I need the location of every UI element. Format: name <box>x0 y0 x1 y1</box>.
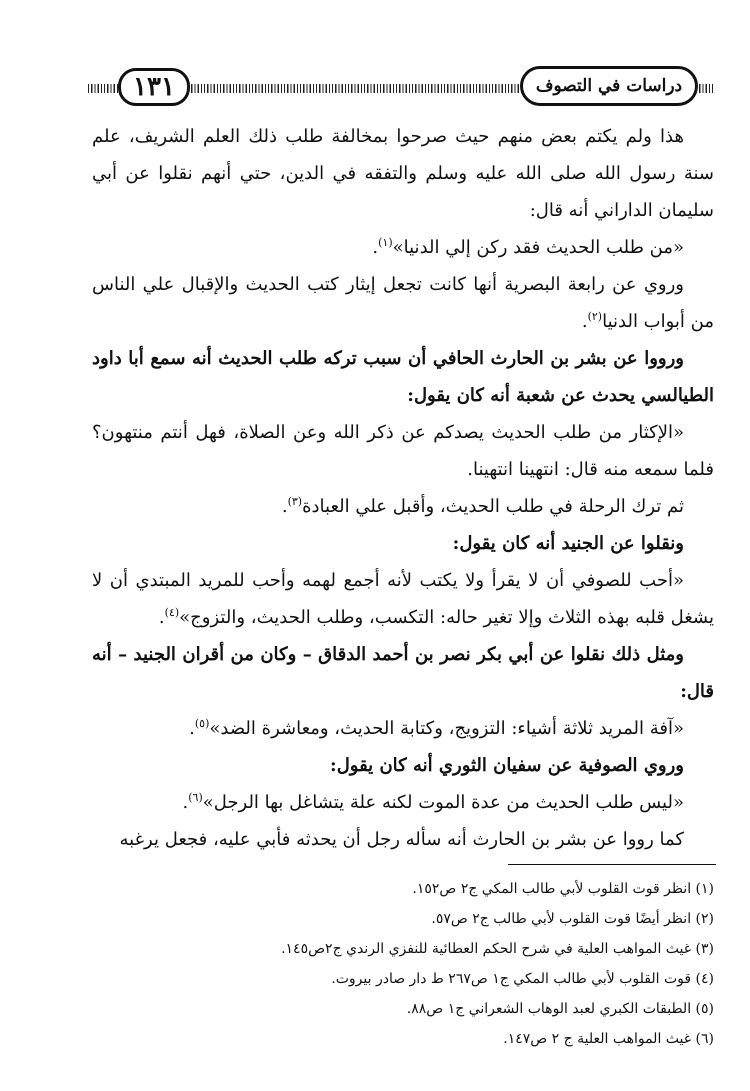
footnote-ref: (٦) <box>188 791 203 804</box>
footnote-ref: (٣) <box>287 495 303 508</box>
running-title <box>520 66 698 106</box>
paragraph-2 <box>92 229 714 266</box>
paragraph-12 <box>92 784 714 821</box>
page-number-text: ١٣١ <box>133 72 175 102</box>
footnote-5: (٥) الطبقات الكبري لعبد الوهاب الشعراني ج١ ص٨٨. <box>406 1001 714 1017</box>
paragraph-6 <box>92 488 714 525</box>
footnote-ref: (٢) <box>587 310 603 323</box>
header-ornament-middle <box>188 84 523 93</box>
paragraph-8 <box>92 562 714 636</box>
paragraph-13: كما رووا عن بشر بن الحارث أنه سأله رجل أن يحدثه فأبي عليه، فجعل يرغبه <box>119 829 684 850</box>
paragraph-7: ونقلوا عن الجنيد أنه كان يقول: <box>452 533 684 554</box>
footnote-3: (٣) غيث المواهب العلية في شرح الحكم العطائية للنفزي الرندي ج٢ص١٤٥. <box>281 941 714 957</box>
footnote-ref: (١) <box>378 236 393 249</box>
punctuation: . <box>189 718 195 739</box>
paragraph-4: ورووا عن بشر بن الحارث الحافي أن سبب تركه طلب الحديث أنه سمع أبا داود الطيالسي يحدث عن شعبة أنه كان يقول: <box>92 348 714 406</box>
page-header <box>88 64 713 112</box>
footnotes <box>92 874 714 1054</box>
paragraph-text: ثم ترك الرحلة في طلب الحديث، وأقبل علي العبادة <box>302 496 684 517</box>
footnote-1: (١) انظر قوت القلوب لأبي طالب المكي ج٢ ص١٥٢. <box>412 881 714 897</box>
punctuation: . <box>182 792 189 813</box>
paragraph-1: هذا ولم يكتم بعض منهم حيث صرحوا بمخالفة طلب ذلك العلم الشريف، علم سنة رسول الله صلى الله عليه وسلم والتفقه في الدين، حتي أنهم نقلوا عن أبي سليمان الداراني أنه قال: <box>92 126 714 221</box>
footnote-2: (٢) انظر أيضًا قوت القلوب لأبي طالب ج٢ ص٥٧. <box>431 911 714 927</box>
footnote-separator <box>508 864 716 865</box>
quote-text: «من طلب الحديث فقد ركن إلي الدنيا» <box>392 237 684 258</box>
header-ornament-right <box>696 84 713 93</box>
quote-text: «أحب للصوفي أن لا يقرأ ولا يكتب لأنه أجمع لهمه وأحب للمريد المبتدي أن لا يشغل قلبه بهذه الثلاث وإلا تغير حاله: التكسب، وطلب الحديث، والتزوج» <box>92 570 714 628</box>
footnote-ref: (٤) <box>164 606 180 619</box>
paragraph-3 <box>92 266 714 340</box>
header-ornament-left <box>88 84 120 93</box>
footnote-4: (٤) قوت القلوب لأبي طالب المكي ج١ ص٢٦٧ ط دار صادر بيروت. <box>331 971 714 987</box>
punctuation: . <box>372 237 379 258</box>
footnote-6: (٦) غيث المواهب العلية ج ٢ ص١٤٧. <box>503 1031 714 1047</box>
punctuation: . <box>158 607 165 628</box>
quote-text: «آفة المريد ثلاثة أشياء: التزويج، وكتابة الحديث، ومعاشرة الضد» <box>209 718 684 739</box>
paragraph-11: وروي الصوفية عن سفيان الثوري أنه كان يقول: <box>330 755 684 776</box>
punctuation: . <box>281 496 288 517</box>
running-title-text: دراسات في التصوف <box>535 76 683 96</box>
punctuation: . <box>581 311 588 332</box>
footnote-ref: (٥) <box>194 717 210 730</box>
paragraph-5: «الإكثار من طلب الحديث يصدكم عن ذكر الله وعن الصلاة، فهل أنتم منتهون؟ فلما سمعه منه قال: انتهينا انتهينا. <box>92 422 714 480</box>
quote-text: «ليس طلب الحديث من عدة الموت لكنه علة يتشاغل بها الرجل» <box>202 792 684 813</box>
page-number <box>118 68 190 106</box>
page-body <box>92 118 714 858</box>
paragraph-10 <box>92 710 714 747</box>
paragraph-text: وروي عن رابعة البصرية أنها كانت تجعل إيثار كتب الحديث والإقبال علي الناس من أبواب الدنيا <box>92 274 714 332</box>
paragraph-9: ومثل ذلك نقلوا عن أبي بكر نصر بن أحمد الدقاق – وكان من أقران الجنيد – أنه قال: <box>92 644 714 702</box>
